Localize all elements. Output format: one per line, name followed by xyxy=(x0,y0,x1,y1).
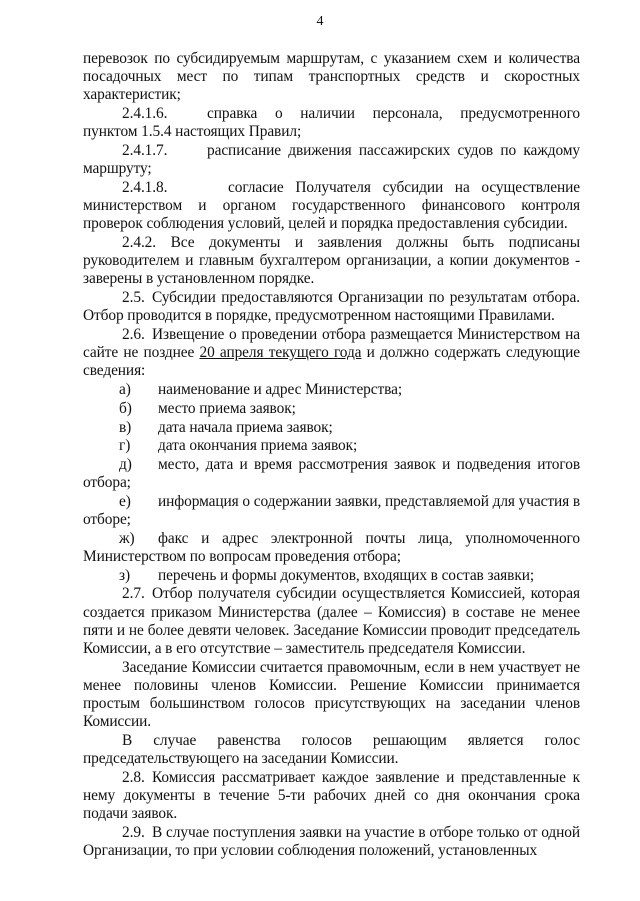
list-letter: а) xyxy=(119,381,131,399)
clause-number: 2.4.1.7. xyxy=(122,142,168,160)
clause-number: 2.4.1.8. xyxy=(122,178,168,196)
clause-number: 2.5. xyxy=(122,289,145,307)
list-letter: ж) xyxy=(119,529,135,547)
paragraph-2-7 xyxy=(83,585,580,658)
clause-number: 2.6. xyxy=(122,326,145,344)
list-letter: б) xyxy=(119,399,132,417)
paragraph-2-4-1-7 xyxy=(83,142,580,178)
list-text: место приема заявок; xyxy=(158,399,296,417)
clause-text: Извещение о проведении отбора размещается Министерством на сайте не позднее xyxy=(83,326,580,362)
clause-text: В случае поступления заявки на участие в отборе только от одной Организации, то при условии соблюдения положений, установленных xyxy=(83,824,580,860)
clause-text: и должно содержать следующие сведения: xyxy=(83,344,581,380)
clause-number: 2.4.2. xyxy=(122,234,157,252)
paragraph-2-6 xyxy=(83,326,580,381)
list-letter: е) xyxy=(119,492,131,510)
clause-text: Все документы и заявления должны быть подписаны руководителем и главным бухгалтером организации, а копии документов - заверены в установленном порядке. xyxy=(83,234,581,288)
list-letter: в) xyxy=(119,418,132,436)
list-item xyxy=(83,493,580,529)
list-letter: з) xyxy=(119,566,131,584)
paragraph-intro: перевозок по субсидируемым маршрутам, с указанием схем и количества посадочных мест по типам транспортных средств и скоростных характеристик; xyxy=(83,50,580,104)
clause-number: 2.7. xyxy=(122,585,145,603)
clause-number: 2.8. xyxy=(122,768,145,786)
list-item xyxy=(83,381,580,399)
paragraph-2-8 xyxy=(83,769,580,824)
deadline-date: 20 апреля текущего года xyxy=(199,344,362,362)
list-text: наименование и адрес Министерства; xyxy=(158,381,402,399)
clause-number: 2.9. xyxy=(122,824,145,842)
list-item xyxy=(83,419,580,437)
list-text: место, дата и время рассмотрения заявок и подведения итогов отбора; xyxy=(83,455,580,492)
paragraph-2-7-tie: В случае равенства голосов решающим является голос председательствующего на заседании Комиссии. xyxy=(83,732,580,768)
paragraph-2-4-1-8 xyxy=(83,179,580,234)
paragraph-2-5 xyxy=(83,289,580,325)
paragraph-2-4-1-6 xyxy=(83,105,580,141)
list-item xyxy=(83,437,580,455)
clause-text: согласие Получателя субсидии на осуществление министерством и органом государственного финансового контроля проверок соблюдения условий, целей и порядка предоставления субсидии. xyxy=(83,178,580,233)
clause-text: расписание движения пассажирских судов по каждому маршруту; xyxy=(83,142,580,178)
list-letter: г) xyxy=(119,437,131,455)
clause-number: 2.4.1.6. xyxy=(122,105,168,123)
paragraph-2-4-2 xyxy=(83,234,580,289)
paragraph-2-7-quorum: Заседание Комиссии считается правомочным, если в нем участвует не менее половины членов Комиссии. Решение Комиссии принимается простым большинством голосов присутствующих на заседании членов Комиссии. xyxy=(83,658,580,731)
list-text: перечень и формы документов, входящих в состав заявки; xyxy=(158,566,535,584)
clause-text: Комиссия рассматривает каждое заявление и представленные к нему документы в течение 5-ти рабочих дней со дня окончания срока подачи заявок. xyxy=(83,768,580,823)
clause-text: Субсидии предоставляются Организации по результатам отбора. Отбор проводится в порядке, предусмотренном настоящими Правилами. xyxy=(83,289,580,325)
list-text: факс и адрес электронной почты лица, уполномоченного Министерством по вопросам проведения отбора; xyxy=(83,529,580,565)
list-item xyxy=(83,567,580,585)
list-text: информация о содержании заявки, представляемой для участия в отборе; xyxy=(83,492,580,529)
clause-text: Отбор получателя субсидии осуществляется Комиссией, которая создается приказом Министерства (далее – Комиссия) в составе не менее пяти и не более девяти человек. Заседание Комиссии проводит председатель Комиссии, а в его отсутствие – заместитель председателя Комиссии. xyxy=(83,585,580,657)
list-item xyxy=(83,400,580,418)
list-letter: д) xyxy=(119,455,132,473)
page-number: 4 xyxy=(316,14,324,29)
paragraph-2-9 xyxy=(83,824,580,860)
list-item xyxy=(83,530,580,566)
requirements-list xyxy=(83,381,580,585)
list-text: дата начала приема заявок; xyxy=(158,418,333,436)
list-item xyxy=(83,456,580,492)
clause-text: справка о наличии персонала, предусмотренного пунктом 1.5.4 настоящих Правил; xyxy=(83,105,580,141)
document-body xyxy=(83,50,580,861)
list-text: дата окончания приема заявок; xyxy=(158,437,358,455)
